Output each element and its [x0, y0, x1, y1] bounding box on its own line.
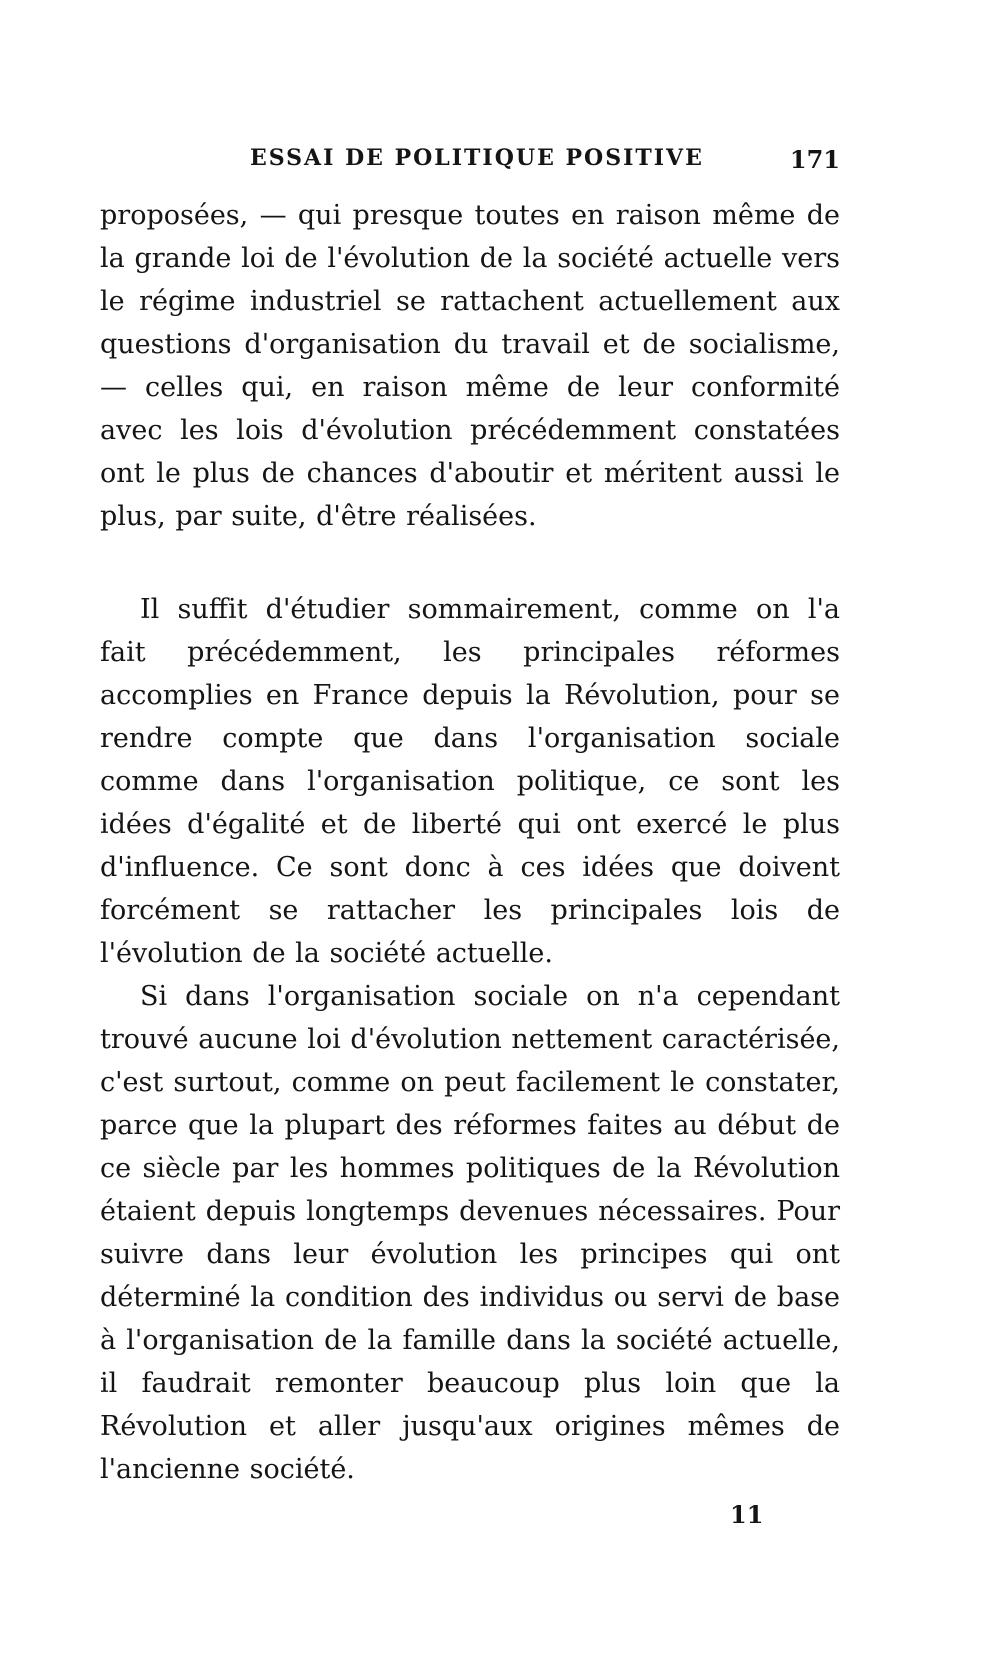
- page-number: 171: [789, 145, 840, 174]
- paragraph-text: Il suffit d'étudier sommairement, comme on l'a fait précédemment, les principales réformes accomplies en France depuis la Révolution, pour se rendre compte que dans l'organisation sociale comme dans l'organisation politique, ce sont les idées d'égalité et de liberté qui ont exercé le plus d'influence. Ce sont donc à ces idées que doivent forcément se rattacher les principales lois de l'évolution de la société actuelle.: [100, 594, 840, 969]
- paragraph: [100, 975, 840, 1491]
- signature-mark: 11: [730, 1500, 764, 1529]
- running-head: [100, 145, 840, 185]
- paragraph-continued: [100, 194, 840, 538]
- running-head-title: ESSAI DE POLITIQUE POSITIVE: [250, 145, 704, 171]
- paragraph: [100, 588, 840, 975]
- paragraph-text: Si dans l'organisation sociale on n'a cependant trouvé aucune loi d'évolution nettement caractérisée, c'est surtout, comme on peut facilement le constater, parce que la plupart des réformes faites au début de ce siècle par les hommes politiques de la Révolution étaient depuis longtemps devenues nécessaires. Pour suivre dans leur évolution les principes qui ont déterminé la condition des individus ou servi de base à l'organisation de la famille dans la société actuelle, il faudrait remonter beaucoup plus loin que la Révolution et aller jusqu'aux origines mêmes de l'ancienne société.: [100, 981, 840, 1485]
- paragraph-text: proposées, — qui presque toutes en raison même de la grande loi de l'évolution de la société actuelle vers le régime industriel se rattachent actuellement aux questions d'organisation du travail et de socialisme, — celles qui, en raison même de leur conformité avec les lois d'évolution précédemment constatées ont le plus de chances d'aboutir et méritent aussi le plus, par suite, d'être réalisées.: [100, 200, 840, 532]
